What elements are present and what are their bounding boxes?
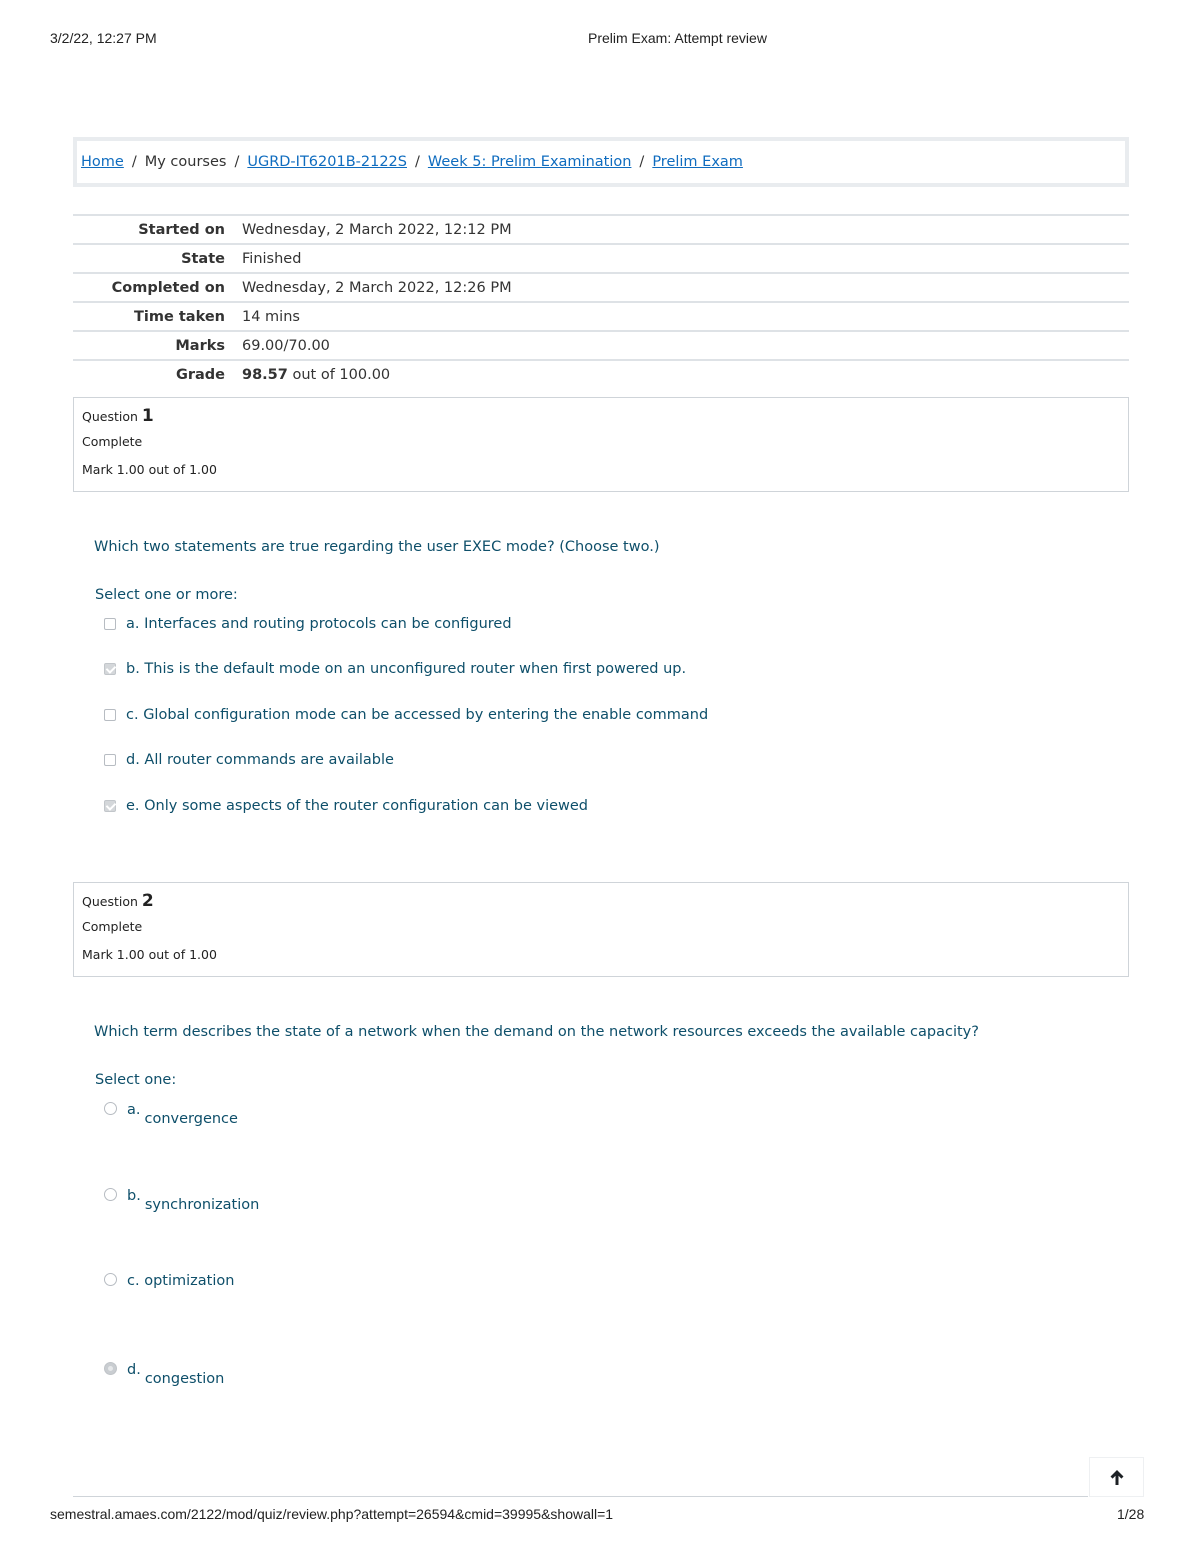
question-number xyxy=(82,891,1128,915)
answer-option-label: congestion xyxy=(144,1371,225,1387)
breadcrumb-course-link[interactable]: UGRD-IT6201B-2122S xyxy=(247,154,407,170)
summary-label: Started on xyxy=(138,221,225,238)
summary-value: Wednesday, 2 March 2022, 12:12 PM xyxy=(242,221,512,238)
question-info-box xyxy=(73,882,1129,977)
question-prefix: Question xyxy=(82,409,138,424)
grade-out-of: out of 100.00 xyxy=(287,366,391,383)
question-number xyxy=(82,406,1128,430)
breadcrumb-separator: / xyxy=(234,154,240,170)
answer-option-label: e. Only some aspects of the router configuration can be viewed xyxy=(126,798,588,814)
question-text: Which two statements are true regarding the user EXEC mode? (Choose two.) xyxy=(94,539,660,555)
checkbox-checked[interactable] xyxy=(104,663,116,675)
summary-value: Finished xyxy=(242,250,302,267)
answer-option-letter: b. xyxy=(127,1188,141,1204)
radio-button[interactable] xyxy=(104,1188,117,1201)
question-number-value: 1 xyxy=(141,406,154,426)
answer-option[interactable] xyxy=(104,1188,260,1213)
answer-option[interactable] xyxy=(104,616,512,632)
answer-prompt: Select one: xyxy=(95,1072,177,1088)
answer-option-label: a. Interfaces and routing protocols can be configured xyxy=(126,616,512,632)
question-mark: Mark 1.00 out of 1.00 xyxy=(82,462,217,477)
breadcrumb-week-link[interactable]: Week 5: Prelim Examination xyxy=(427,154,632,170)
breadcrumb-separator: / xyxy=(415,154,420,170)
arrow-up-icon xyxy=(1109,1469,1125,1486)
summary-label: Marks xyxy=(175,337,225,354)
answer-option[interactable] xyxy=(104,707,708,723)
question-info-box xyxy=(73,397,1129,492)
footer-divider xyxy=(73,1496,1088,1497)
checkbox[interactable] xyxy=(104,618,116,630)
summary-label: Time taken xyxy=(134,308,225,325)
summary-label: Completed on xyxy=(111,279,225,296)
checkbox[interactable] xyxy=(104,709,116,721)
summary-value: 14 mins xyxy=(242,308,300,325)
question-prefix: Question xyxy=(82,894,138,909)
answer-option-label: synchronization xyxy=(144,1197,260,1213)
breadcrumb-separator: / xyxy=(131,154,137,170)
question-text: Which term describes the state of a network when the demand on the network resources exceeds the available capacity? xyxy=(94,1024,979,1040)
summary-value: 69.00/70.00 xyxy=(242,337,330,354)
answer-option[interactable] xyxy=(104,752,394,768)
answer-option[interactable] xyxy=(104,1362,225,1387)
answer-option-label: b. This is the default mode on an unconfigured router when first powered up. xyxy=(126,661,687,677)
answer-option-letter: c. xyxy=(127,1273,140,1289)
question-status: Complete xyxy=(82,434,143,449)
question-mark: Mark 1.00 out of 1.00 xyxy=(82,947,217,962)
answer-option[interactable] xyxy=(104,1102,238,1127)
checkbox-checked[interactable] xyxy=(104,800,116,812)
answer-option-letter: a. xyxy=(127,1102,141,1118)
answer-option[interactable] xyxy=(104,798,588,814)
answer-option-label: c. Global configuration mode can be accessed by entering the enable command xyxy=(126,707,709,723)
print-url: semestral.amaes.com/2122/mod/quiz/review.php?attempt=26594&cmid=39995&showall=1 xyxy=(50,1506,614,1522)
radio-button[interactable] xyxy=(104,1273,117,1286)
question-number-value: 2 xyxy=(141,891,154,911)
answer-option-label: convergence xyxy=(144,1111,238,1127)
summary-row-completed xyxy=(73,273,1129,302)
summary-value xyxy=(234,360,1129,388)
summary-row-marks xyxy=(73,331,1129,360)
print-page-title: Prelim Exam: Attempt review xyxy=(588,30,767,46)
answer-option-letter: d. xyxy=(127,1362,141,1378)
answer-option-label: optimization xyxy=(144,1273,235,1289)
breadcrumb xyxy=(73,137,1129,187)
summary-label: State xyxy=(181,250,225,267)
breadcrumb-home-link[interactable]: Home xyxy=(81,154,124,170)
breadcrumb-separator: / xyxy=(639,154,645,170)
radio-button[interactable] xyxy=(104,1102,117,1115)
attempt-summary-table xyxy=(73,214,1129,388)
radio-button-checked[interactable] xyxy=(104,1362,117,1375)
answer-option[interactable] xyxy=(104,1273,234,1289)
summary-label: Grade xyxy=(175,366,225,383)
answer-option-label: d. All router commands are available xyxy=(126,752,394,768)
question-status: Complete xyxy=(82,919,143,934)
checkbox[interactable] xyxy=(104,754,116,766)
summary-row-state xyxy=(73,244,1129,273)
back-to-top-button[interactable] xyxy=(1089,1457,1144,1497)
breadcrumb-my-courses: My courses xyxy=(144,154,227,170)
summary-row-started xyxy=(73,215,1129,244)
grade-score: 98.57 xyxy=(242,366,288,383)
print-datetime: 3/2/22, 12:27 PM xyxy=(50,30,157,46)
summary-row-grade xyxy=(73,360,1129,388)
answer-prompt: Select one or more: xyxy=(95,587,238,603)
summary-value: Wednesday, 2 March 2022, 12:26 PM xyxy=(242,279,512,296)
breadcrumb-quiz-link[interactable]: Prelim Exam xyxy=(652,154,743,170)
answer-option[interactable] xyxy=(104,661,686,677)
summary-row-time-taken xyxy=(73,302,1129,331)
print-page-number: 1/28 xyxy=(1117,1506,1145,1522)
